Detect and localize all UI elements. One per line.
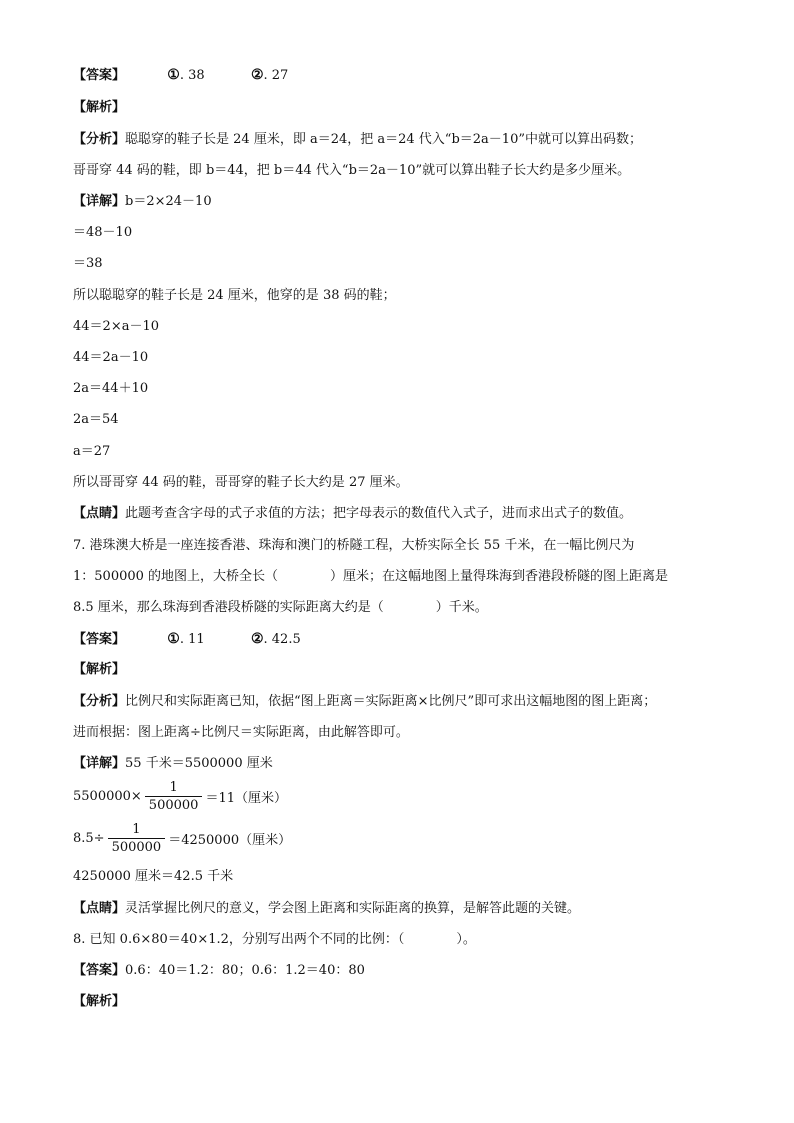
calc-step: 2a＝54: [73, 412, 119, 427]
calc-step: 2a＝44＋10: [73, 381, 149, 396]
fraction-numerator: 1: [145, 780, 203, 797]
q6-analysis-tag: 【解析】: [73, 100, 126, 115]
q7-answer-line: [73, 631, 301, 648]
fraction-denominator: 500000: [148, 798, 199, 813]
dianjing-tag: 【点睛】: [73, 506, 126, 521]
answer-tag: 【答案】: [73, 68, 126, 83]
calc-step: a＝27: [73, 444, 111, 459]
fraction-denominator: 500000: [111, 840, 162, 855]
xiangjie-tag: 【详解】: [73, 756, 126, 771]
q8-question-line: 8. 已知 0.6×80＝40×1.2，分别写出两个不同的比例：（ ）。: [73, 932, 476, 947]
xiangjie-tag: 【详解】: [73, 194, 126, 209]
answer-value-1: . 11: [179, 632, 205, 647]
calc-step: ＝48－10: [73, 225, 133, 240]
q7-question-line-3: 8.5 厘米，那么珠海到香港段桥隧的实际距离大约是（ ）千米。: [73, 600, 488, 615]
fraction-equation-1: [73, 780, 287, 813]
fenxi-text: 聪聪穿的鞋子长是 24 厘米，即 a＝24，把 a＝24 代入“b＝2a－10”中就可以算出码数；: [125, 132, 642, 147]
fenxi-tag: 【分析】: [73, 694, 126, 709]
dianjing-tag: 【点睛】: [73, 901, 126, 916]
eq-right: ＝4250000（厘米）: [168, 833, 292, 848]
q6-dianjing-line: [73, 506, 632, 522]
dianjing-text: 此题考查含字母的式子求值的方法；把字母表示的数值代入式子，进而求出式子的数值。: [125, 506, 633, 521]
q7-analysis-tag: 【解析】: [73, 662, 126, 677]
fenxi-text: 比例尺和实际距离已知，依据“图上距离＝实际距离×比例尺”即可求出这幅地图的图上距离；: [125, 694, 657, 709]
circled-number-2: ②: [250, 67, 264, 83]
q8-answer-line: [73, 963, 365, 979]
conclusion-text: 所以哥哥穿 44 码的鞋，哥哥穿的鞋子长大约是 27 厘米。: [73, 475, 409, 490]
fraction: [145, 780, 203, 813]
eq-left: 8.5÷: [73, 831, 105, 846]
q6-fenxi-line-1: [73, 132, 642, 148]
calc-step: 55 千米＝5500000 厘米: [125, 756, 273, 771]
calc-step: ＝38: [73, 256, 103, 271]
q7-xiangjie-line-1: [73, 756, 273, 772]
q6-answer-line: [73, 67, 288, 84]
circled-number-2: ②: [250, 631, 264, 647]
fenxi-tag: 【分析】: [73, 132, 126, 147]
q7-question-line-1: 7. 港珠澳大桥是一座连接香港、珠海和澳门的桥隧工程，大桥实际全长 55 千米，在一幅比例尺为: [73, 538, 635, 553]
answer-text: 0.6：40＝1.2：80；0.6：1.2＝40：80: [125, 963, 365, 978]
answer-value-2: . 42.5: [263, 632, 301, 647]
q7-dianjing-line: [73, 901, 580, 917]
dianjing-text: 灵活掌握比例尺的意义，学会图上距离和实际距离的换算，是解答此题的关键。: [125, 901, 581, 916]
q7-fenxi-line-2: 进而根据：图上距离÷比例尺＝实际距离，由此解答即可。: [73, 725, 409, 740]
eq-right: ＝11（厘米）: [205, 791, 287, 806]
calc-step: 4250000 厘米＝42.5 千米: [73, 869, 234, 884]
q6-xiangjie-line-1: [73, 194, 212, 210]
answer-value-2: . 27: [263, 68, 289, 83]
calc-step: b＝2×24－10: [125, 194, 212, 209]
circled-number-1: ①: [167, 67, 180, 83]
circled-number-1: ①: [167, 631, 180, 647]
q8-analysis-tag: 【解析】: [73, 994, 126, 1009]
conclusion-text: 所以聪聪穿的鞋子长是 24 厘米，他穿的是 38 码的鞋；: [73, 288, 396, 303]
fraction-numerator: 1: [108, 822, 166, 839]
fraction-equation-2: [73, 822, 291, 855]
fraction: [108, 822, 166, 855]
q7-question-line-2: 1：500000 的地图上，大桥全长（ ）厘米；在这幅地图上量得珠海到香港段桥隧的图上距离是: [73, 569, 669, 584]
calc-step: 44＝2×a－10: [73, 319, 159, 334]
answer-tag: 【答案】: [73, 632, 126, 647]
eq-left: 5500000×: [73, 789, 142, 804]
calc-step: 44＝2a－10: [73, 350, 149, 365]
q6-fenxi-line-2: 哥哥穿 44 码的鞋，即 b＝44，把 b＝44 代入“b＝2a－10”就可以算出鞋子长大约是多少厘米。: [73, 163, 631, 178]
answer-tag: 【答案】: [73, 963, 126, 978]
answer-value-1: . 38: [179, 68, 205, 83]
q7-fenxi-line-1: [73, 694, 656, 710]
